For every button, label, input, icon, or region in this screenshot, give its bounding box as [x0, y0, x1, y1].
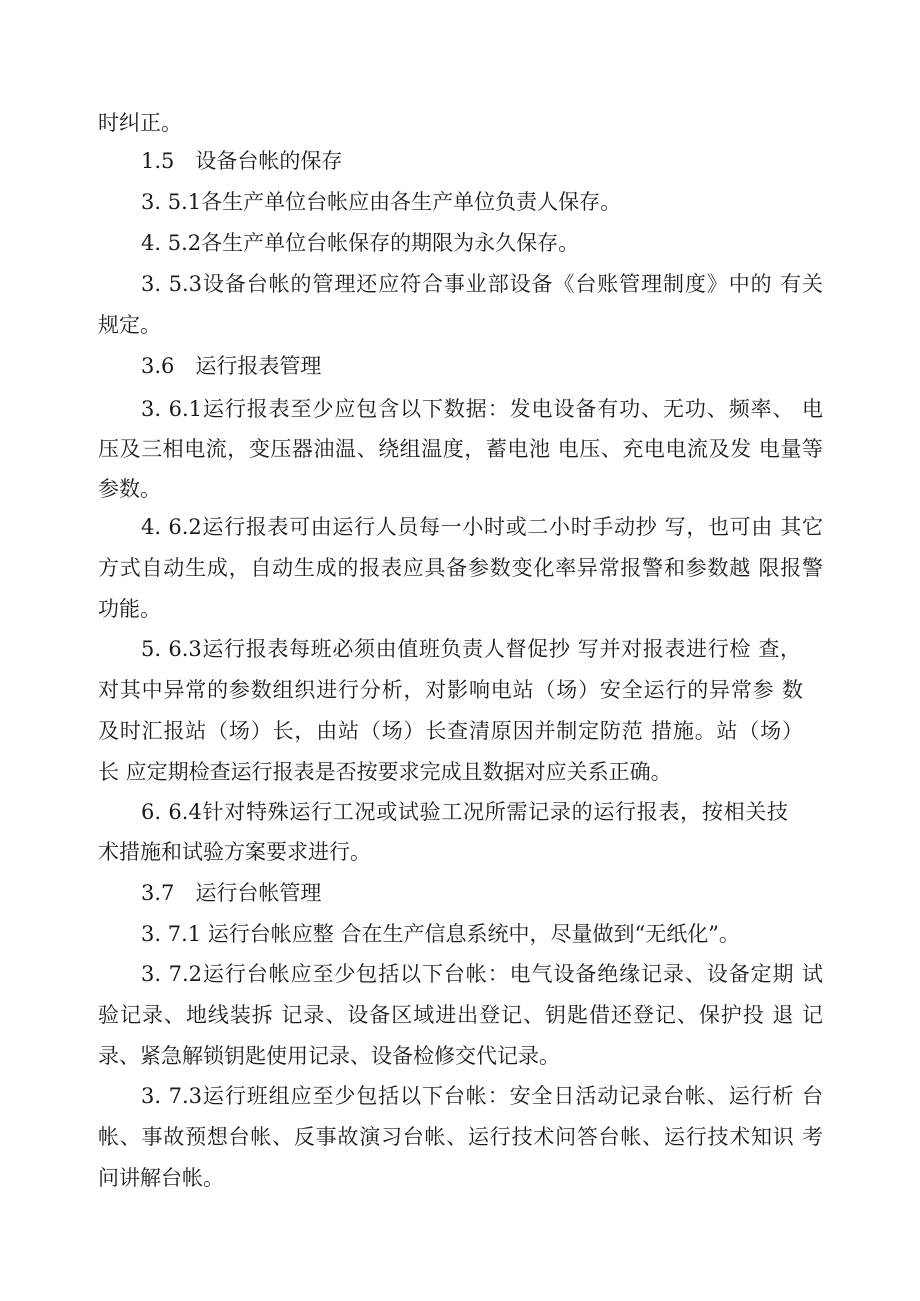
text-line-10: 参数。 [98, 477, 161, 501]
text-line-21: 3. 7.1 运行台帐应整 合在生产信息系统中，尽量做到“无纸化”。 [141, 922, 740, 946]
text-line-16: 及时汇报站（场）长，由站（场）长查清原因并制定防范 措施。站（场） [98, 719, 803, 743]
section-heading-1-5: 1.5 设备台帐的保存 [141, 149, 343, 173]
text-line-1: 时纠正。 [98, 111, 182, 135]
text-line-6: 规定。 [98, 313, 161, 337]
text-line-12: 方式自动生成，自动生成的报表应具备参数变化率异常报警和参数越 限报警 [98, 556, 823, 580]
text-line-5: 3. 5.3设备台帐的管理还应符合事业部设备《台账管理制度》中的 有关 [141, 272, 823, 296]
section-heading-3-7: 3.7 运行台帐管理 [141, 881, 322, 905]
text-line-15: 对其中异常的参数组织进行分析，对影响电站（场）安全运行的异常参 数 [98, 678, 803, 702]
section-heading-3-6: 3.6 运行报表管理 [141, 354, 322, 378]
text-line-8: 3. 6.1运行报表至少应包含以下数据：发电设备有功、无功、频率、 电 [141, 397, 823, 421]
text-line-9: 压及三相电流，变压器油温、绕组温度，蓄电池 电压、充电电流及发 电量等 [98, 437, 823, 461]
text-line-25: 3. 7.3运行班组应至少包括以下台帐：安全日活动记录台帐、运行析 台 [141, 1084, 823, 1108]
text-line-13: 功能。 [98, 597, 161, 621]
text-line-26: 帐、事故预想台帐、反事故演习台帐、运行技术问答台帐、运行技术知识 考 [98, 1125, 823, 1149]
text-line-22: 3. 7.2运行台帐应至少包括以下台帐：电气设备绝缘记录、设备定期 试 [141, 962, 823, 986]
text-line-11: 4. 6.2运行报表可由运行人员每一小时或二小时手动抄 写，也可由 其它 [141, 515, 823, 539]
text-line-27: 问讲解台帐。 [98, 1166, 224, 1190]
text-line-23: 验记录、地线装拆 记录、设备区域进出登记、钥匙借还登记、保护投 退 记 [98, 1003, 823, 1027]
text-line-14: 5. 6.3运行报表每班必须由值班负责人督促抄 写并对报表进行检 查， [141, 637, 801, 661]
text-line-4: 4. 5.2各生产单位台帐保存的期限为永久保存。 [141, 231, 580, 255]
text-line-17: 长 应定期检查运行报表是否按要求完成且数据对应关系正确。 [98, 760, 672, 784]
text-line-18: 6. 6.4针对特殊运行工况或试验工况所需记录的运行报表，按相关技 [141, 800, 788, 824]
text-line-19: 术措施和试验方案要求进行。 [98, 840, 371, 864]
text-line-3: 3. 5.1各生产单位台帐应由各生产单位负责人保存。 [141, 190, 622, 214]
text-line-24: 录、紧急解锁钥匙使用记录、设备检修交代记录。 [98, 1044, 560, 1068]
